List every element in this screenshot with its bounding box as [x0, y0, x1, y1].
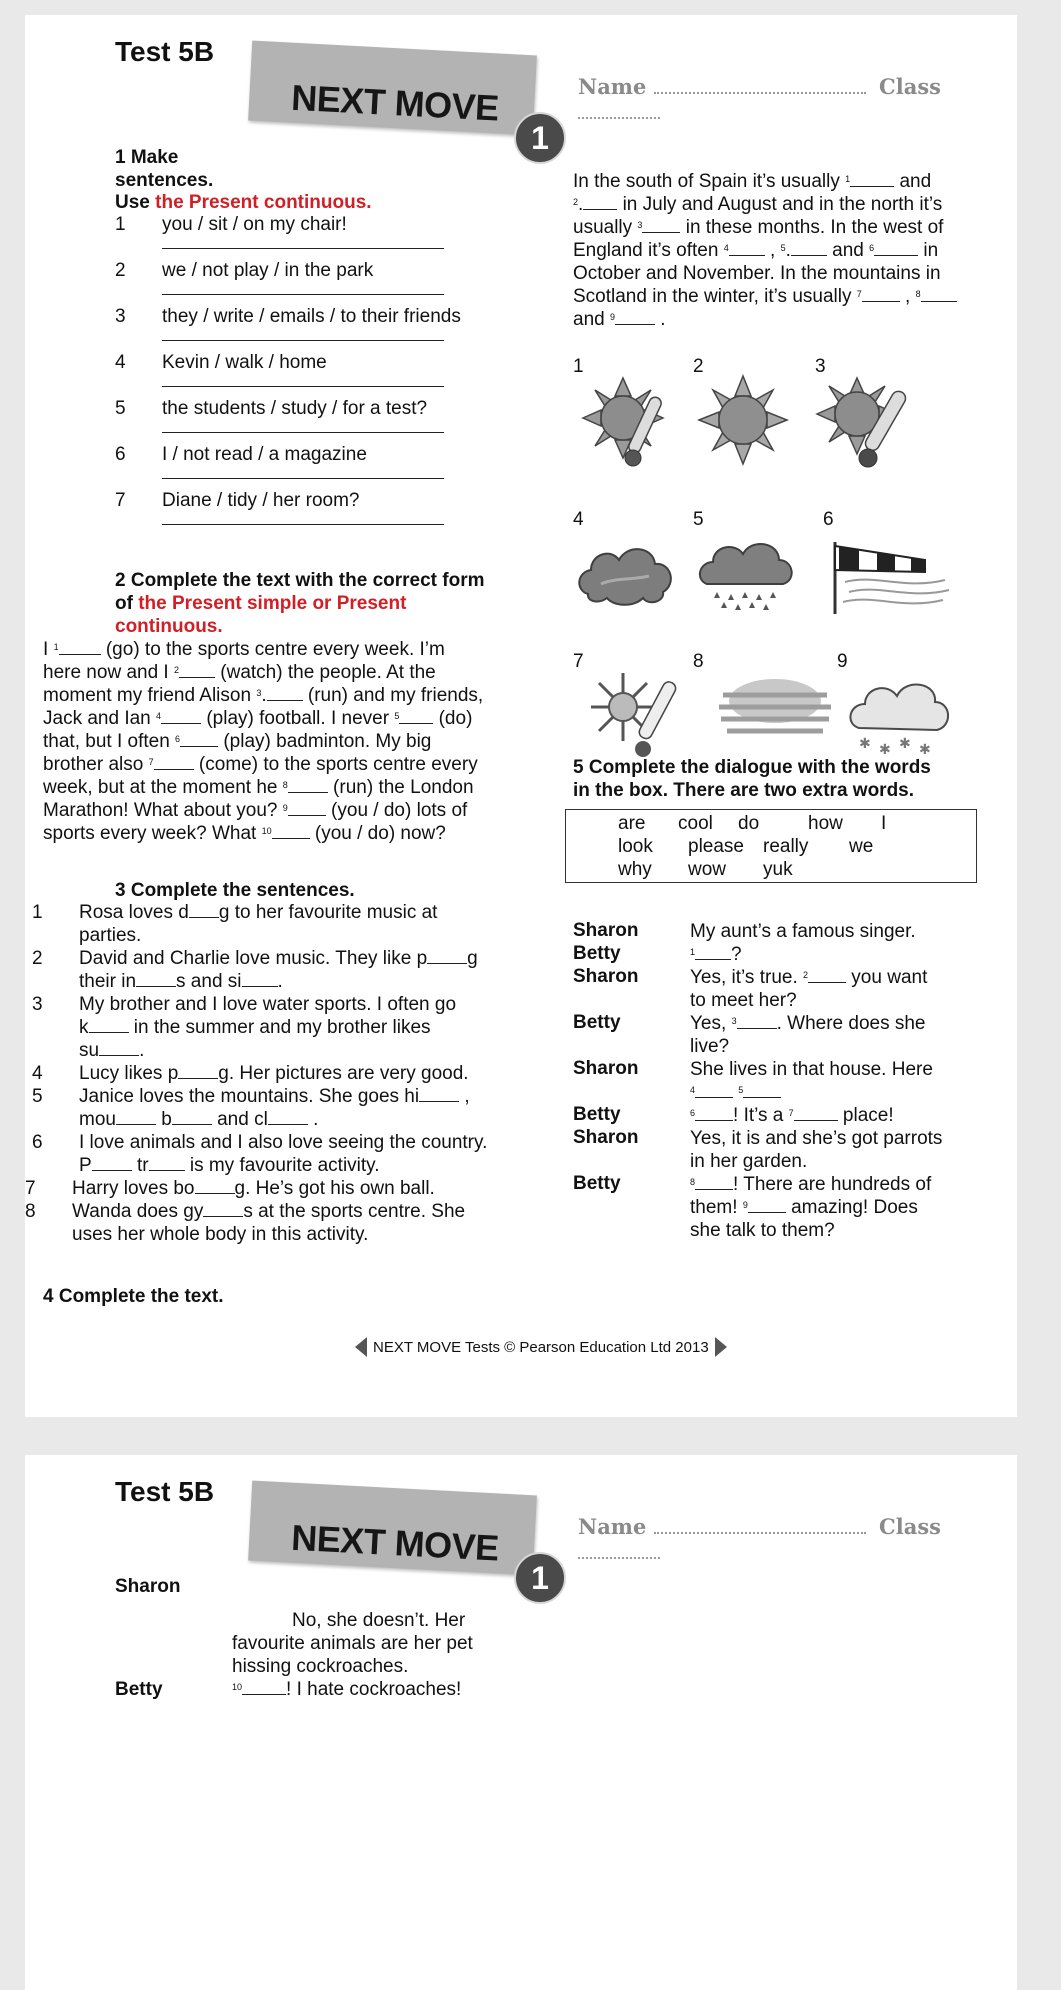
gap-ex3-6b[interactable]: [149, 1154, 185, 1171]
ex1-item-prompt: Diane / tidy / her room?: [162, 490, 360, 511]
dialogue-cont-betty: $^{10}$ ! I hate cockroaches!: [232, 1679, 462, 1700]
name-field[interactable]: [654, 91, 866, 94]
banner-text-2: NEXT MOVE: [290, 1516, 500, 1569]
ex1-instruction: [115, 191, 372, 214]
worksheet-page-1: [25, 15, 1017, 1417]
class-field-2[interactable]: [578, 1556, 660, 1559]
word-box-word: why: [618, 859, 652, 880]
gap-ex3-2c[interactable]: [242, 970, 278, 987]
ex1-answer-line[interactable]: [162, 432, 444, 433]
dialogue-speaker: Sharon: [573, 920, 639, 941]
windsock-icon: [825, 532, 955, 617]
ex3-number: 6: [32, 1132, 43, 1153]
gap-ex5-3[interactable]: [737, 1012, 777, 1029]
gap-ex2-9[interactable]: [288, 799, 326, 816]
ex1-item-number: 4: [115, 352, 126, 373]
weather-picture-number: 8: [693, 651, 704, 672]
rain-cloud-icon: [693, 532, 803, 612]
svg-text:✱: ✱: [879, 742, 891, 758]
gap-ex4-7[interactable]: [862, 285, 900, 302]
ex1-answer-line[interactable]: [162, 524, 444, 525]
gap-ex3-5b[interactable]: [116, 1108, 156, 1125]
level-badge: 1: [514, 112, 566, 164]
weather-picture-number: 3: [815, 356, 826, 377]
ex1-item-prompt: you / sit / on my chair!: [162, 214, 347, 235]
gap-ex2-4[interactable]: [161, 707, 201, 724]
ex3-title: 3 Complete the sentences.: [115, 880, 355, 901]
svg-text:✱: ✱: [919, 742, 931, 758]
weather-picture-number: 1: [573, 356, 584, 377]
gap-ex4-1[interactable]: [850, 170, 894, 187]
ex3-number: 2: [32, 948, 43, 969]
gap-ex3-5d[interactable]: [268, 1108, 308, 1125]
ex1-use-label: Use: [115, 192, 150, 213]
word-box-word: do: [738, 813, 760, 834]
word-box-word: look: [618, 836, 653, 857]
gap-ex5-8[interactable]: [695, 1173, 733, 1190]
dialogue-line-4: Yes, $^3$ . Where does she live?: [690, 1013, 926, 1057]
ex1-tense: the Present continuous.: [155, 192, 372, 213]
dialogue-speaker: Betty: [573, 943, 621, 964]
page-footer: [355, 1337, 727, 1357]
gap-ex3-2a[interactable]: [427, 947, 467, 964]
ex1-title-line1: 1 Make: [115, 147, 179, 168]
word-box-word: really: [763, 836, 809, 857]
ex2-title-tense: the Present simple or Present: [138, 593, 407, 614]
dialogue-line-3: Yes, it’s true. $^2$ you want to meet her?: [690, 967, 928, 1011]
dialogue-line-7: Yes, it is and she’s got parrots in her garden.: [690, 1128, 943, 1172]
dialogue-speaker: Sharon: [573, 1127, 639, 1148]
ex1-item-number: 5: [115, 398, 126, 419]
snow-cloud-icon: [845, 670, 955, 760]
level-badge-2: 1: [514, 1552, 566, 1604]
hot-sun-thermometer-icon: [813, 370, 918, 470]
ex1-item-prompt: I / not read / a magazine: [162, 444, 367, 465]
name-class-fields: [578, 74, 1017, 124]
ex2-title-line1: 2 Complete the text with the correct form: [115, 570, 485, 591]
ex1-answer-line[interactable]: [162, 478, 444, 479]
footer-text: NEXT MOVE Tests © Pearson Education Ltd 2013: [373, 1338, 709, 1356]
gap-ex3-2b[interactable]: [136, 970, 176, 987]
word-box-word: I: [881, 813, 887, 834]
dialogue-line-1: My aunt’s a famous singer.: [690, 921, 916, 942]
speaker-betty: Betty: [115, 1679, 163, 1700]
gap-ex5-6[interactable]: [695, 1104, 733, 1121]
ex1-title-line2: sentences.: [115, 170, 214, 191]
banner-text: NEXT MOVE: [290, 76, 500, 129]
gap-ex4-6[interactable]: [874, 239, 918, 256]
ex3-number: 5: [32, 1086, 43, 1107]
svg-text:✱: ✱: [859, 736, 871, 752]
gap-ex5-1[interactable]: [695, 943, 731, 960]
gap-ex2-10[interactable]: [272, 822, 310, 839]
gap-ex4-8[interactable]: [921, 285, 957, 302]
ex1-answer-line[interactable]: [162, 294, 444, 295]
ex1-answer-line[interactable]: [162, 248, 444, 249]
ex1-answer-line[interactable]: [162, 340, 444, 341]
snow-thermometer-icon: [585, 665, 695, 760]
gap-ex4-9[interactable]: [615, 308, 655, 325]
next-move-banner: [248, 41, 537, 136]
ex2-text: I $^1$ (go) to the sports centre every week. I’m here now and I $^2$ (watch) the people. At the moment my friend Alison $^3$. (run) and my friends, Jack and Ian $^4$ (play) football. I never $^5$ (do) that, but I often $^6$ (play) badminton. My big brother also $^7$ (come) to the sports centre every week, but at the moment he $^8$ (run) the London Marathon! What about you? $^9$ (you / do) lots of sports every week? What $^{10}$ (you / do) now?: [43, 639, 484, 844]
cloud-icon: [573, 532, 683, 612]
test-title: Test 5B: [115, 36, 215, 67]
ex3-number: 8: [25, 1201, 36, 1222]
dialogue-speaker: Betty: [573, 1104, 621, 1125]
gap-ex2-8[interactable]: [288, 776, 328, 793]
gap-ex5-2[interactable]: [808, 966, 846, 983]
gap-ex5-9[interactable]: [748, 1196, 786, 1213]
dialogue-cont-line-b: favourite animals are her pet: [232, 1633, 473, 1654]
ex2-title-line3: continuous.: [115, 616, 223, 637]
ex3-sentences: Rosa loves d g to her favourite music at parties. David and Charlie love music. They like p g their in s and si . My brother and I love water sports. I often go k in the summer and my brother likes su . Lucy likes p g. Her pictures are very good. Janice loves the mountains. She goes hi , mou b and cl . I love animals and I also love seeing the country. P tr is my favourite activity. Harry loves bo g. He’s got his own ball. Wanda does gy s at the sports centre. She uses her whole body in this activity.: [72, 902, 488, 1245]
sun-thermometer-icon: [575, 370, 680, 470]
gap-ex4-4[interactable]: [729, 239, 765, 256]
dialogue-line-6: $^6$ ! It’s a $^7$ place!: [690, 1105, 894, 1126]
gap-ex2-7[interactable]: [154, 753, 194, 770]
next-move-banner-2: [248, 1481, 537, 1576]
ex1-item-number: 7: [115, 490, 126, 511]
gap-ex3-1a[interactable]: [189, 901, 219, 918]
gap-ex2-1[interactable]: [59, 638, 101, 655]
gap-ex4-5[interactable]: [791, 239, 827, 256]
weather-picture-number: 4: [573, 509, 584, 530]
word-box-word: wow: [688, 859, 727, 880]
word-box-word: we: [849, 836, 874, 857]
word-box: [565, 809, 977, 883]
name-class-fields-2: [578, 1514, 1017, 1564]
weather-picture-number: 6: [823, 509, 834, 530]
svg-text:✱: ✱: [899, 736, 911, 752]
gap-ex4-3[interactable]: [642, 216, 680, 233]
dialogue-speaker: Sharon: [573, 1058, 639, 1079]
ex1-item-prompt: the students / study / for a test?: [162, 398, 428, 419]
ex4-text: In the south of Spain it’s usually $^1$ and $^2$. in July and August and in the north it’s usually $^3$ in these months. In the west of England it’s often $^4$ , $^5$. and $^6$ in October and November. In the mountains in Scotland in the winter, it’s usually $^7$ , $^8$ and $^9$ .: [573, 170, 998, 331]
word-box-word: cool: [678, 813, 713, 834]
dialogue-line-5: She lives in that house. Here $^4$ $^5$: [690, 1058, 933, 1104]
ex1-item-prompt: they / write / emails / to their friends: [162, 306, 461, 327]
class-field[interactable]: [578, 116, 660, 119]
name-field-2[interactable]: [654, 1531, 866, 1534]
dialogue-speaker: Sharon: [573, 966, 639, 987]
class-label-2: Class: [879, 1514, 941, 1539]
weather-picture-number: 5: [693, 509, 704, 530]
gap-ex3-3b[interactable]: [99, 1039, 139, 1056]
gap-ex5-7[interactable]: [794, 1104, 838, 1121]
weather-picture-number: 9: [837, 651, 848, 672]
worksheet-page-2: [25, 1455, 1017, 1990]
gap-ex3-8a[interactable]: [203, 1200, 243, 1217]
ex3-number: 1: [32, 902, 43, 923]
sun-icon: [693, 370, 793, 470]
previous-page-icon[interactable]: [355, 1337, 367, 1357]
dialogue-line-2: $^1$ ?: [690, 944, 742, 965]
ex1-item-number: 6: [115, 444, 126, 465]
word-box-word: yuk: [763, 859, 793, 880]
gap-ex4-2[interactable]: [583, 193, 617, 210]
dialogue-speaker: Betty: [573, 1173, 621, 1194]
gap-ex5-5[interactable]: [743, 1081, 781, 1098]
test-title-2: Test 5B: [115, 1476, 215, 1507]
ex1-item-number: 1: [115, 214, 126, 235]
gap-ex2-5[interactable]: [399, 707, 433, 724]
ex1-answer-line[interactable]: [162, 386, 444, 387]
name-label: Name: [578, 74, 647, 99]
ex1-item-number: 2: [115, 260, 126, 281]
dialogue-line-8: $^8$ ! There are hundreds of them! $^9$ amazing! Does she talk to them?: [690, 1174, 932, 1241]
gap-ex2-3[interactable]: [267, 684, 303, 701]
name-label-2: Name: [578, 1514, 647, 1539]
gap-ex5-4[interactable]: [695, 1081, 733, 1098]
weather-picture-number: 2: [693, 356, 704, 377]
dialogue-cont-line-c: hissing cockroaches.: [232, 1656, 409, 1677]
gap-ex3-7a[interactable]: [195, 1177, 235, 1194]
gap-ex2-6[interactable]: [180, 730, 218, 747]
gap-ex3-6a[interactable]: [92, 1154, 132, 1171]
weather-picture-number: 7: [573, 651, 584, 672]
ex3-number: 3: [32, 994, 43, 1015]
dialogue-cont-line-a: No, she doesn’t. Her: [292, 1610, 466, 1631]
ex5-title-line2: in the box. There are two extra words.: [573, 780, 915, 801]
ex1-item-number: 3: [115, 306, 126, 327]
speaker-sharon: Sharon: [115, 1576, 181, 1597]
ex4-title: 4 Complete the text.: [43, 1286, 224, 1307]
class-label: Class: [879, 74, 941, 99]
ex2-title-line2: [115, 592, 406, 615]
betty-line-text: ! I hate cockroaches!: [286, 1679, 462, 1700]
ex1-item-prompt: Kevin / walk / home: [162, 352, 327, 373]
ex1-item-prompt: we / not play / in the park: [162, 260, 374, 281]
gap-ex5-10[interactable]: [242, 1678, 286, 1695]
gap-ex3-4a[interactable]: [178, 1062, 218, 1079]
ex5-title-line1: 5 Complete the dialogue with the words: [573, 757, 931, 778]
ex3-number: 7: [25, 1178, 36, 1199]
word-box-word: are: [618, 813, 646, 834]
word-box-word: please: [688, 836, 744, 857]
next-page-icon[interactable]: [715, 1337, 727, 1357]
fog-icon: [715, 675, 835, 750]
gap-ex3-5a[interactable]: [419, 1085, 459, 1102]
gap-ex2-2[interactable]: [179, 661, 215, 678]
word-box-word: how: [808, 813, 843, 834]
ex3-number: 4: [32, 1063, 43, 1084]
ex2-title-of: of: [115, 593, 133, 614]
dialogue-speaker: Betty: [573, 1012, 621, 1033]
gap-ex3-5c[interactable]: [172, 1108, 212, 1125]
gap-ex3-3a[interactable]: [89, 1016, 129, 1033]
